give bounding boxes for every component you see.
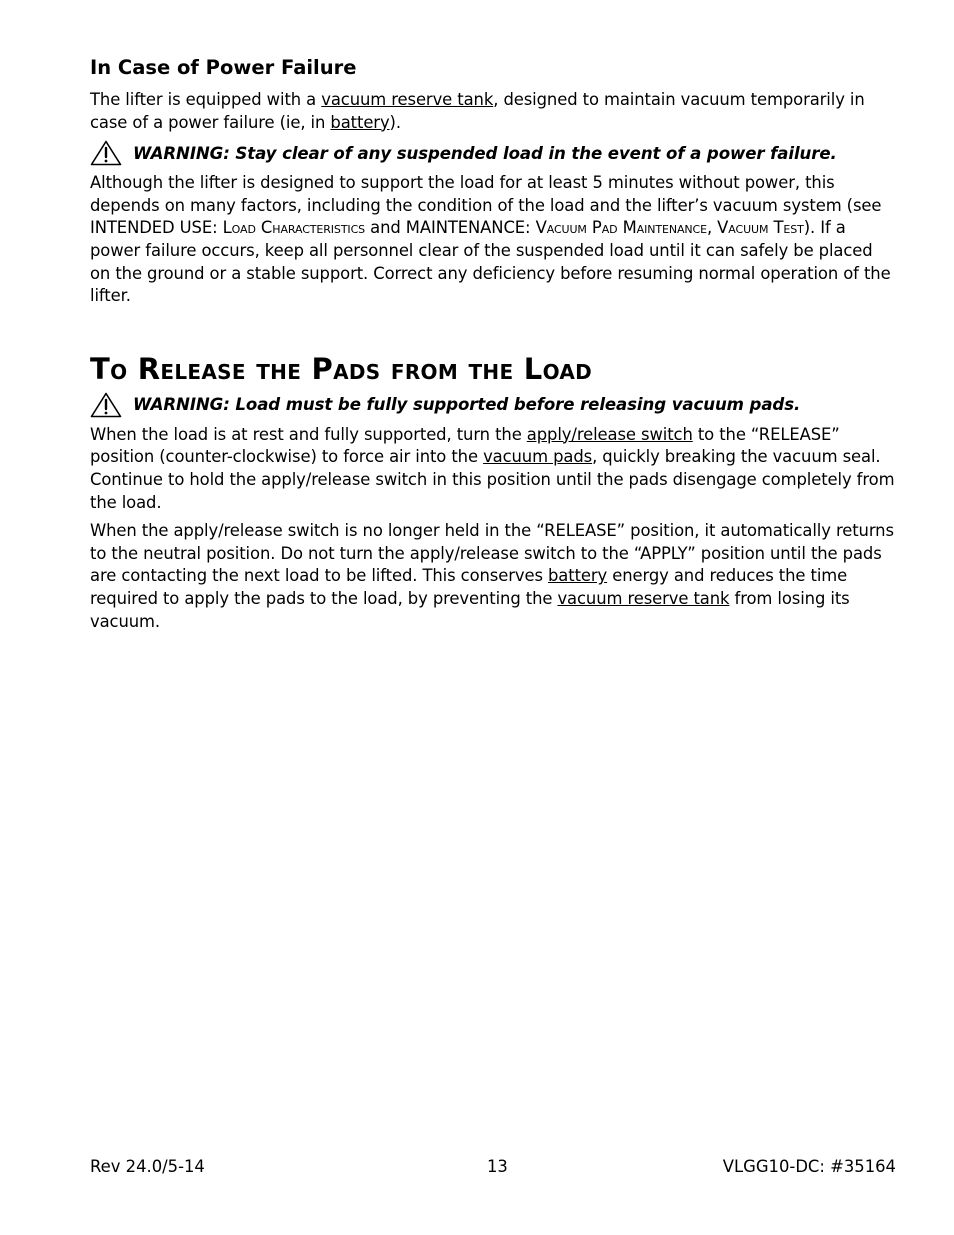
link-battery[interactable]: battery xyxy=(548,566,608,586)
link-battery[interactable]: battery xyxy=(330,112,390,132)
link-vacuum-reserve-tank[interactable]: vacuum reserve tank xyxy=(557,588,730,608)
document-page xyxy=(90,56,896,639)
section-heading-release-pads: To Release the Pads from the Load xyxy=(90,351,593,386)
reference-load-characteristics: Load Characteristics xyxy=(222,218,366,238)
footer-page-number: 13 xyxy=(487,1157,508,1176)
paragraph-release-procedure: When the load is at rest and fully supported, turn the apply/release switch to the “RELEASE” position (counter-clockwise) to force air into the vacuum pads, quickly breaking the vacuum seal. Continue to hold the apply/release switch in this position until the pads disengage completely from the load. xyxy=(90,424,895,512)
footer-model: VLGG10-DC: #35164 xyxy=(722,1157,896,1176)
paragraph-power-failure-details: Although the lifter is designed to support the load for at least 5 minutes without power, this depends on many factors, including the condition of the load and the lifter’s vacuum system (see INTENDED USE: Load Characteristics and MAINTENANCE: Vacuum Pad Maintenance, Vacuum Test). If a power failure occurs, keep all personnel clear of the suspended load until it can safely be placed on the ground or a stable support. Correct any deficiency before resuming normal operation of the lifter. xyxy=(90,173,891,306)
link-apply-release-switch[interactable]: apply/release switch xyxy=(526,424,693,444)
warning-triangle-icon xyxy=(90,392,122,418)
link-vacuum-reserve-tank[interactable]: vacuum reserve tank xyxy=(321,90,494,109)
warning-text: WARNING: Stay clear of any suspended load in the event of a power failure. xyxy=(133,143,837,163)
section-heading-power-failure: In Case of Power Failure xyxy=(90,56,357,79)
warning-power-failure xyxy=(90,140,896,166)
warning-release-pads xyxy=(90,392,896,418)
footer-revision: Rev 24.0/5-14 xyxy=(90,1157,205,1176)
warning-triangle-icon xyxy=(90,140,122,166)
reference-vacuum-pad-maintenance: Vacuum Pad Maintenance xyxy=(535,218,707,238)
page-footer xyxy=(90,1157,896,1179)
paragraph-reserve-tank: The lifter is equipped with a vacuum reserve tank, designed to maintain vacuum temporarily in case of a power failure (ie, in battery). xyxy=(90,90,865,132)
warning-text: WARNING: Load must be fully supported before releasing vacuum pads. xyxy=(133,395,801,415)
paragraph-neutral-position: When the apply/release switch is no longer held in the “RELEASE” position, it automatically returns to the neutral position. Do not turn the apply/release switch to the “APPLY” position until the pads are contacting the next load to be lifted. This conserves battery energy and reduces the time required to apply the pads to the load, by preventing the vacuum reserve tank from losing its vacuum. xyxy=(90,521,894,631)
reference-vacuum-test: Vacuum Test xyxy=(717,218,804,238)
link-vacuum-pads[interactable]: vacuum pads xyxy=(483,447,593,467)
